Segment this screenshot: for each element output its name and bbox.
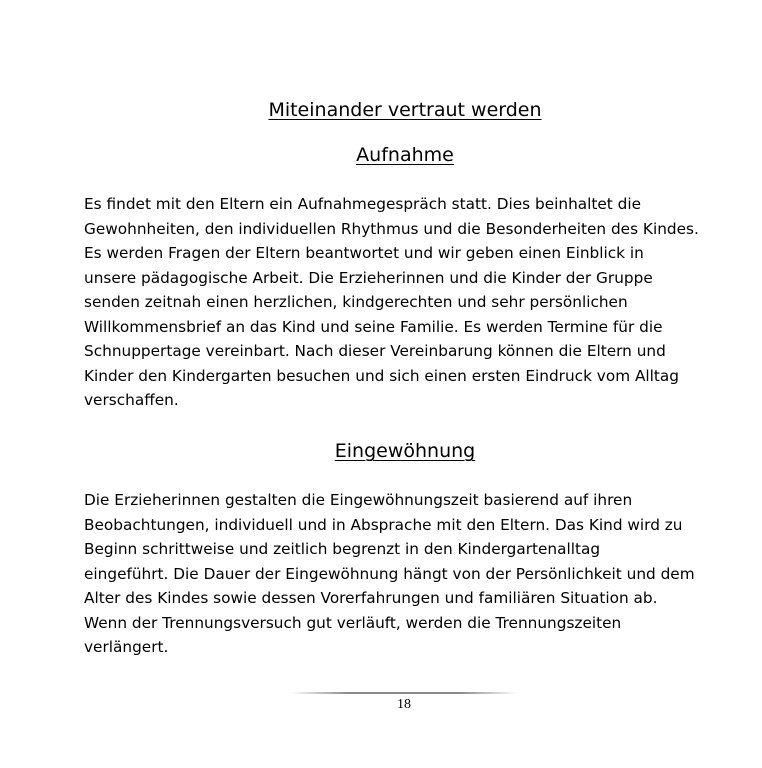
text-line: Wenn der Trennungsversuch gut verläuft, werden die Trennungszeiten [84,613,622,632]
text-line: Gewohnheiten, den individuellen Rhythmus und die Besonderheiten des Kindes. [84,219,699,238]
text-line: Es findet mit den Eltern ein Aufnahmegespräch statt. Dies beinhaltet die [84,195,642,213]
text-line: Willkommensbrief an das Kind und seine Familie. Es werden Termine für die [84,317,663,336]
paragraph-eingewoehnung [84,488,695,660]
text-line: unsere pädagogische Arbeit. Die Erzieherinnen und die Kinder der Gruppe [84,268,653,287]
page-title [24,98,762,122]
section-heading-eingewoehnung [24,439,762,463]
text-line: Die Erzieherinnen gestalten die Eingewöhnungszeit basierend auf ihren [84,491,633,509]
text-line: Es werden Fragen der Eltern beantwortet und wir geben einen Einblick in [84,244,644,262]
page-number: 18 [397,697,411,712]
text-line: Beginn schrittweise und zeitlich begrenzt in den Kindergartenalltag [84,540,601,558]
text-line: verlängert. [84,638,169,656]
text-line: senden zeitnah einen herzlichen, kindgerechten und sehr persönlichen [84,293,628,311]
section-heading-eingewoehnung-text: Eingewöhnung [334,440,476,462]
section-heading-aufnahme-text: Aufnahme [356,144,454,166]
text-line: Kinder den Kindergarten besuchen und sich einen ersten Eindruck vom Alltag [84,366,680,385]
section-heading-aufnahme [24,143,762,167]
text-line: verschaffen. [84,391,179,409]
page-title-text: Miteinander vertraut werden [268,99,542,121]
text-line: Beobachtungen, individuell und in Absprache mit den Eltern. Das Kind wird zu [84,515,683,534]
paragraph-aufnahme [84,192,699,413]
text-line: Schnuppertage vereinbart. Nach dieser Vereinbarung können die Eltern und [84,342,666,360]
footer-divider [291,692,517,694]
text-line: Alter des Kindes sowie dessen Vorerfahrungen und familiären Situation ab. [84,589,658,607]
text-line: eingeführt. Die Dauer der Eingewöhnung hängt von der Persönlichkeit und dem [84,564,695,583]
